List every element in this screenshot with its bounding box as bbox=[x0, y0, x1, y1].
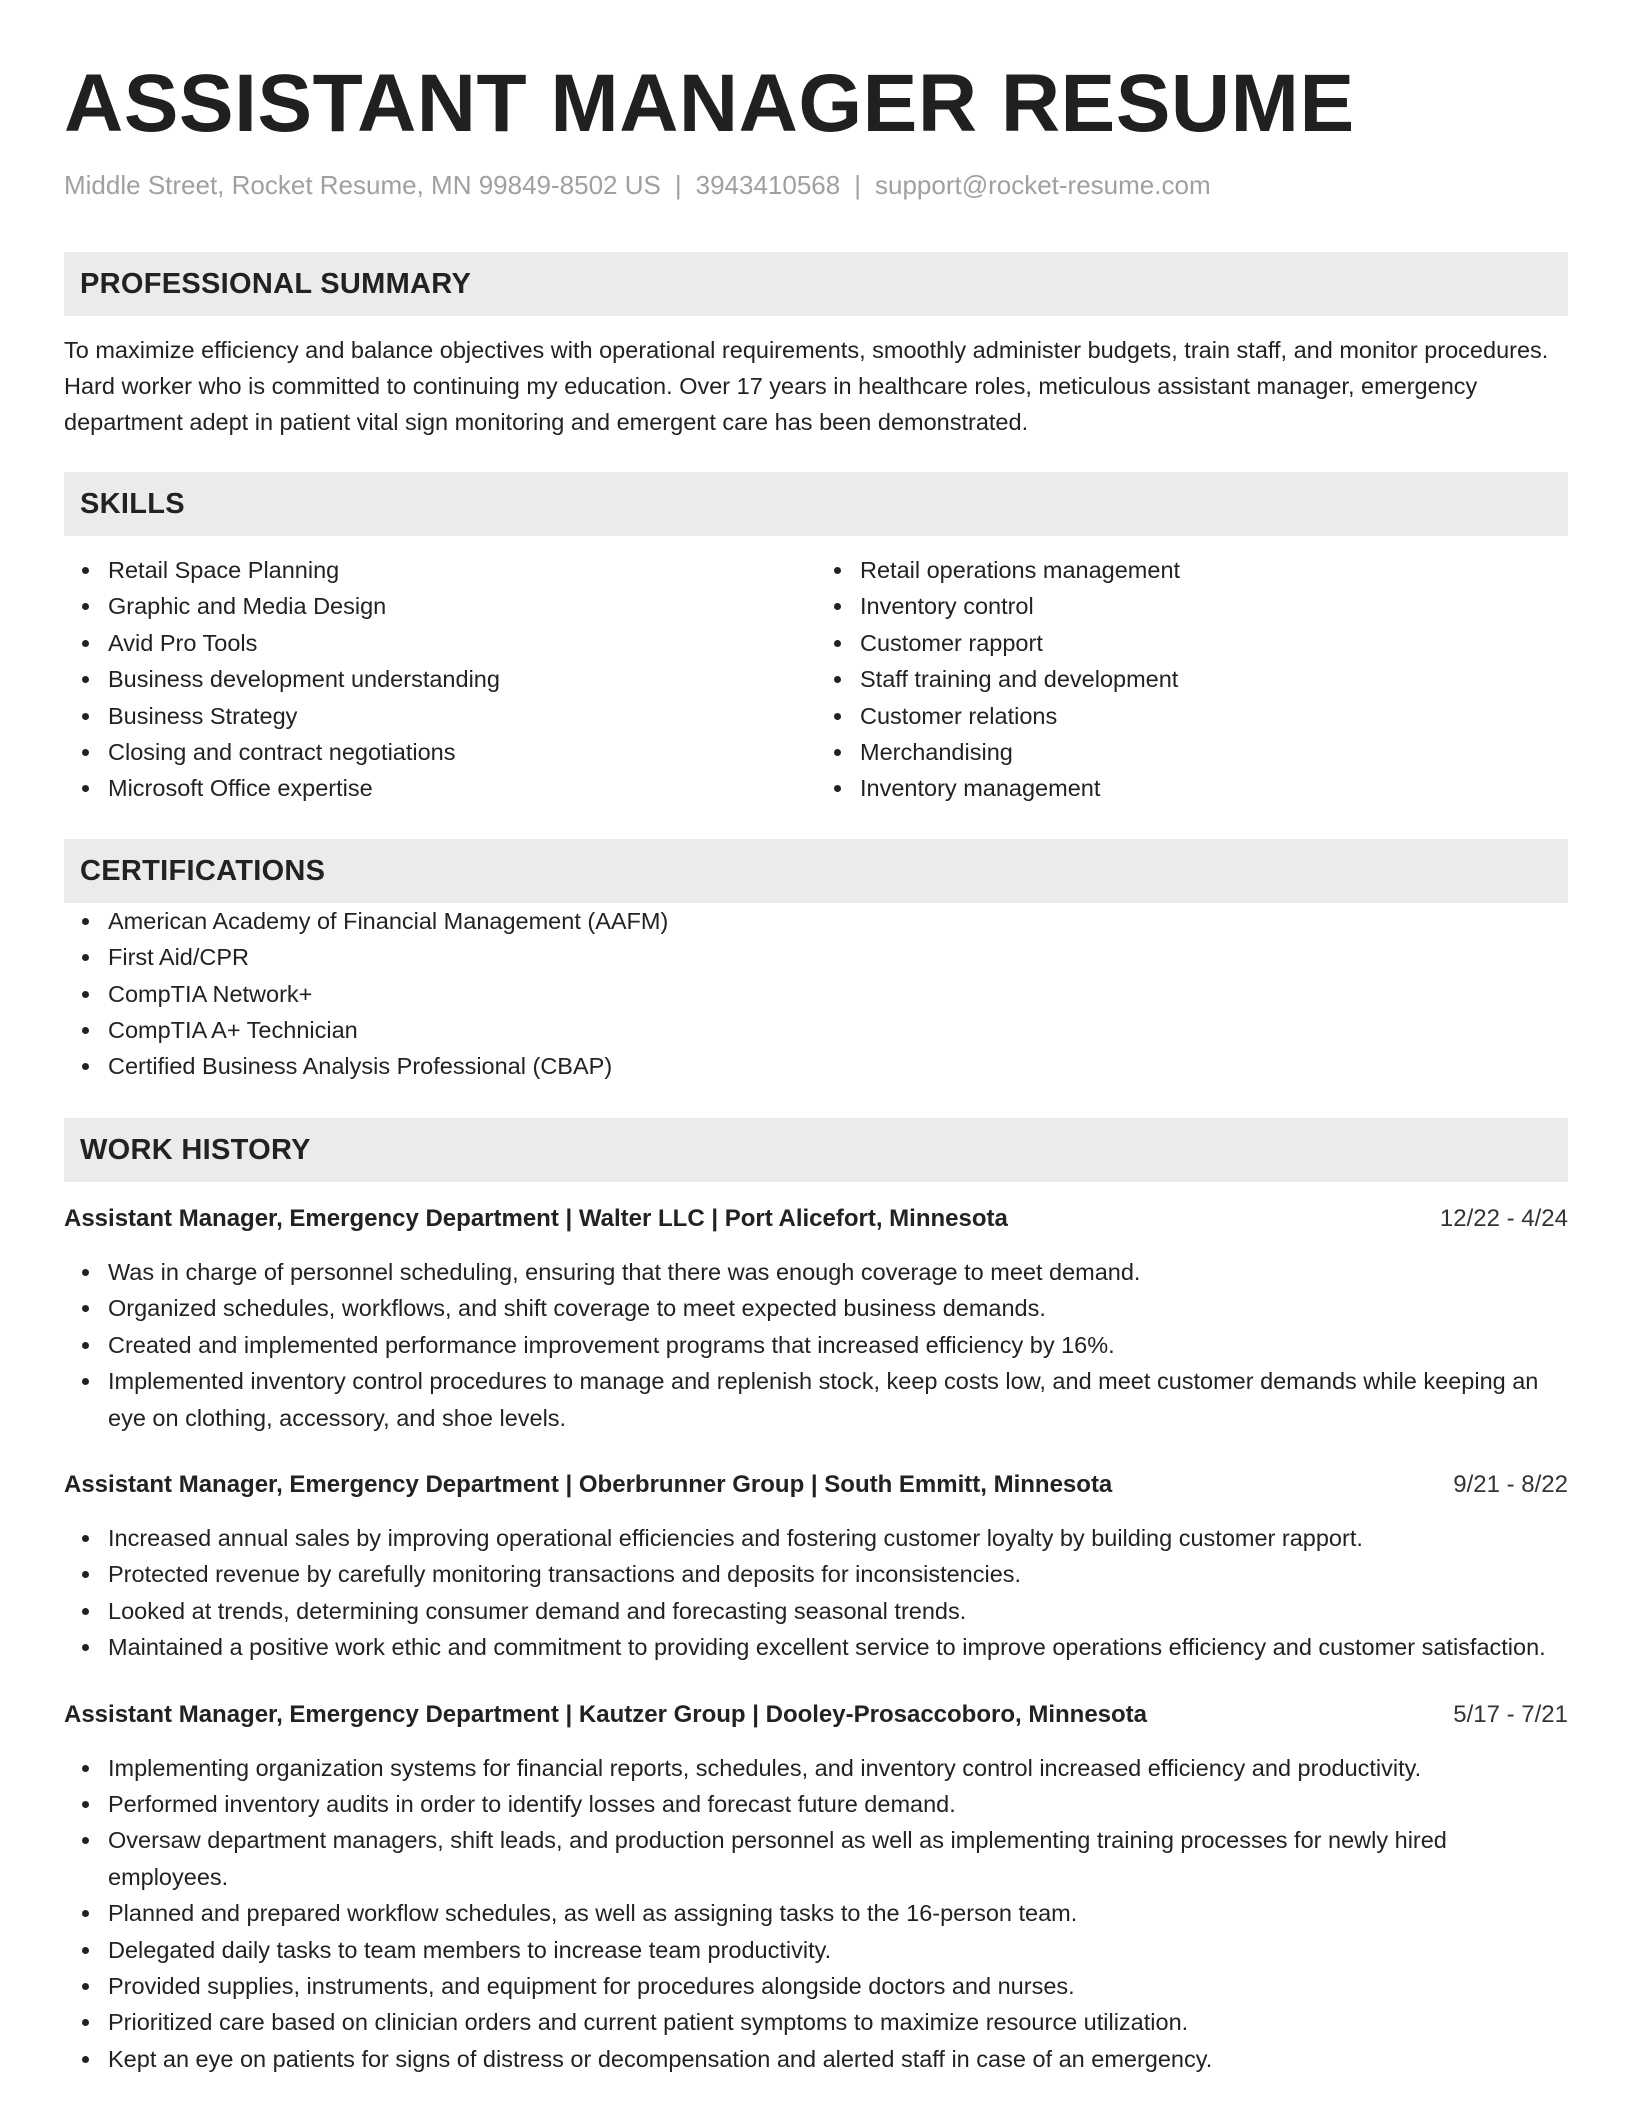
contact-line bbox=[64, 168, 1568, 202]
list-item: Implementing organization systems for financial reports, schedules, and inventory control increased efficiency and productivity. bbox=[108, 1750, 1568, 1786]
job-entry bbox=[64, 1698, 1568, 2078]
list-item: Merchandising bbox=[860, 734, 1568, 770]
job-entry bbox=[64, 1468, 1568, 1666]
list-item: Provided supplies, instruments, and equipment for procedures alongside doctors and nurses. bbox=[108, 1968, 1568, 2004]
list-item: Created and implemented performance improvement programs that increased efficiency by 16%. bbox=[108, 1327, 1568, 1363]
skills-list-right bbox=[816, 552, 1568, 807]
list-item: Oversaw department managers, shift leads, and production personnel as well as implementing training processes for newly hired employees. bbox=[108, 1822, 1568, 1895]
job-bullets bbox=[64, 1750, 1568, 2078]
list-item: Retail Space Planning bbox=[108, 552, 816, 588]
list-item: Retail operations management bbox=[860, 552, 1568, 588]
job-title: Assistant Manager, Emergency Department | Oberbrunner Group | South Emmitt, Minnesota bbox=[64, 1470, 1113, 1498]
list-item: Planned and prepared workflow schedules, as well as assigning tasks to the 16-person team. bbox=[108, 1895, 1568, 1931]
contact-separator: | bbox=[854, 170, 861, 200]
list-item: Graphic and Media Design bbox=[108, 588, 816, 624]
resume-title: ASSISTANT MANAGER RESUME bbox=[64, 58, 1355, 149]
list-item: Customer rapport bbox=[860, 625, 1568, 661]
job-title: Assistant Manager, Emergency Department | Kautzer Group | Dooley-Prosaccoboro, Minnesota bbox=[64, 1700, 1148, 1728]
contact-separator: | bbox=[674, 170, 682, 200]
list-item: Certified Business Analysis Professional (CBAP) bbox=[108, 1048, 1568, 1084]
work-history-heading: WORK HISTORY bbox=[64, 1118, 1568, 1182]
list-item: Prioritized care based on clinician orders and current patient symptoms to maximize resource utilization. bbox=[108, 2004, 1568, 2040]
job-title-row bbox=[64, 1698, 1568, 1732]
list-item: Protected revenue by carefully monitoring transactions and deposits for inconsistencies. bbox=[108, 1556, 1568, 1592]
summary-text: To maximize efficiency and balance objectives with operational requirements, smoothly administer budgets, train staff, and monitor procedures. Hard worker who is committed to continuing my education. Over 17 years in healthcare roles, meticulous assistant manager, emergency department adept in patient vital sign monitoring and emergent care has been demonstrated. bbox=[64, 337, 1549, 435]
skills-list-left bbox=[64, 552, 816, 807]
list-item: First Aid/CPR bbox=[108, 939, 1568, 975]
job-title-row bbox=[64, 1468, 1568, 1502]
job-title-row bbox=[64, 1202, 1568, 1236]
list-item: Looked at trends, determining consumer demand and forecasting seasonal trends. bbox=[108, 1593, 1568, 1629]
list-item: Closing and contract negotiations bbox=[108, 734, 816, 770]
summary-heading: PROFESSIONAL SUMMARY bbox=[64, 252, 1568, 316]
list-item: Avid Pro Tools bbox=[108, 625, 816, 661]
list-item: Kept an eye on patients for signs of distress or decompensation and alerted staff in case of an emergency. bbox=[108, 2041, 1568, 2077]
list-item: Maintained a positive work ethic and commitment to providing excellent service to improve operations efficiency and customer satisfaction. bbox=[108, 1629, 1568, 1665]
list-item: Organized schedules, workflows, and shift coverage to meet expected business demands. bbox=[108, 1290, 1568, 1326]
job-bullets bbox=[64, 1520, 1568, 1666]
job-dates: 12/22 - 4/24 bbox=[1439, 1204, 1568, 1232]
list-item: Business development understanding bbox=[108, 661, 816, 697]
list-item: American Academy of Financial Management (AAFM) bbox=[108, 903, 1568, 939]
list-item: Delegated daily tasks to team members to increase team productivity. bbox=[108, 1932, 1568, 1968]
list-item: Staff training and development bbox=[860, 661, 1568, 697]
list-item: CompTIA Network+ bbox=[108, 976, 1568, 1012]
job-entry bbox=[64, 1202, 1568, 1436]
work-history-section bbox=[64, 1118, 1568, 2077]
certifications-heading: CERTIFICATIONS bbox=[64, 839, 1568, 903]
skills-heading: SKILLS bbox=[64, 472, 1568, 536]
list-item: Microsoft Office expertise bbox=[108, 770, 816, 806]
summary-section bbox=[64, 252, 1568, 440]
contact-email: support@rocket-resume.com bbox=[874, 170, 1211, 200]
list-item: Customer relations bbox=[860, 698, 1568, 734]
list-item: Inventory management bbox=[860, 770, 1568, 806]
list-item: Inventory control bbox=[860, 588, 1568, 624]
skills-section bbox=[64, 472, 1568, 807]
list-item: Implemented inventory control procedures to manage and replenish stock, keep costs low, and meet customer demands while keeping an eye on clothing, accessory, and shoe levels. bbox=[108, 1363, 1568, 1436]
job-bullets bbox=[64, 1254, 1568, 1436]
skills-columns bbox=[64, 552, 1568, 807]
list-item: Increased annual sales by improving operational efficiencies and fostering customer loyalty by building customer rapport. bbox=[108, 1520, 1568, 1556]
job-dates: 5/17 - 7/21 bbox=[1453, 1700, 1568, 1728]
list-item: CompTIA A+ Technician bbox=[108, 1012, 1568, 1048]
job-title: Assistant Manager, Emergency Department | Walter LLC | Port Alicefort, Minnesota bbox=[64, 1204, 1008, 1232]
contact-address: Middle Street, Rocket Resume, MN 99849-8502 US bbox=[64, 170, 661, 200]
list-item: Was in charge of personnel scheduling, ensuring that there was enough coverage to meet demand. bbox=[108, 1254, 1568, 1290]
certifications-list bbox=[64, 903, 1568, 1085]
job-dates: 9/21 - 8/22 bbox=[1453, 1470, 1568, 1498]
contact-phone: 3943410568 bbox=[695, 170, 841, 200]
list-item: Business Strategy bbox=[108, 698, 816, 734]
certifications-section bbox=[64, 839, 1568, 1085]
list-item: Performed inventory audits in order to identify losses and forecast future demand. bbox=[108, 1786, 1568, 1822]
